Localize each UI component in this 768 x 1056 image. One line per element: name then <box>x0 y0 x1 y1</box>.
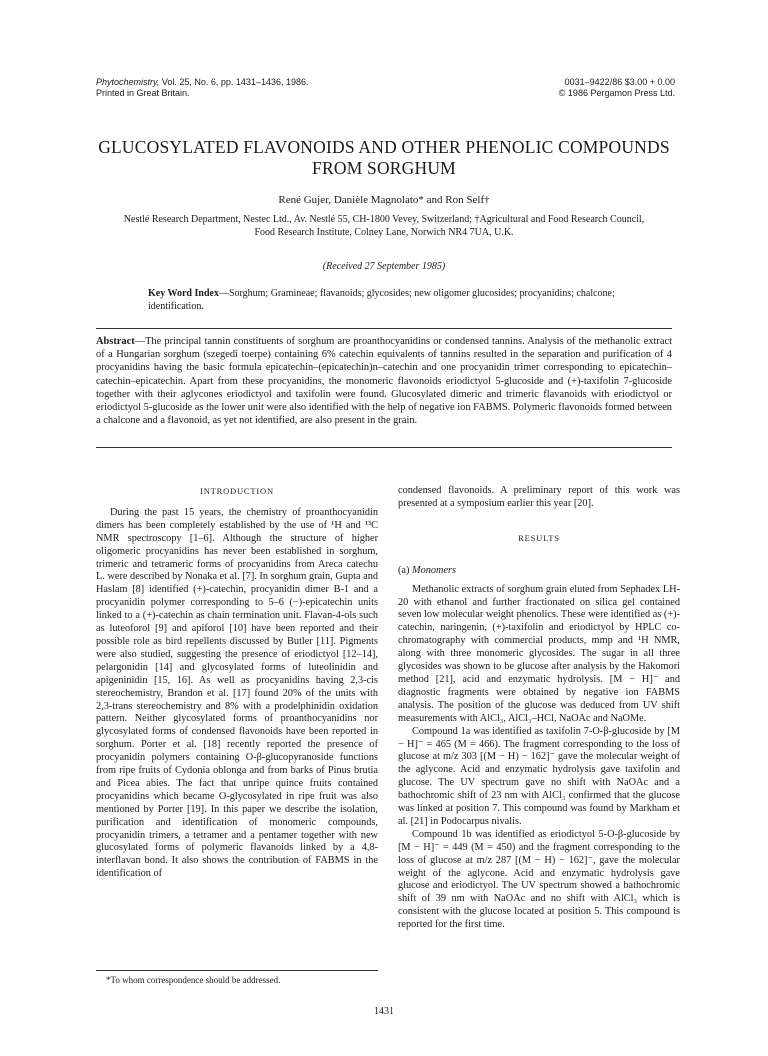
footnote: *To whom correspondence should be addressed. <box>106 975 281 985</box>
keywords-text: —Sorghum; Gramineae; flavanoids; glycosides; new oligomer glucosides; procyanidins; chalcone; identification. <box>148 288 615 312</box>
page-number: 1431 <box>374 1006 394 1017</box>
right-column <box>398 485 680 932</box>
paper-title <box>96 137 672 179</box>
title-line-1: GLUCOSYLATED FLAVONOIDS AND OTHER PHENOLIC COMPOUNDS <box>98 137 670 157</box>
received-date: (Received 27 September 1985) <box>322 261 446 272</box>
results-paragraph-3: Compound 1b was identified as eriodictyol 5-O-β-glucoside by [M − H]⁻ = 449 (M = 450) and the fragment corresponding to the loss of glucose at m/z 287 [(M − H) − 162]⁻, gave the molecular weight of the aglycone. Acid and enzymatic hydrolysis gave glucose and eriodictyol. The UV spectrum showed a bathochromic shift of 39 nm with NaOAc and no shift with AlCl₃ which is consistent with the glucose located at position 5. This compound is reported for the first time. <box>398 828 680 931</box>
results-paragraph-1: Methanolic extracts of sorghum grain eluted from Sephadex LH-20 with ethanol and further fractionated on silica gel contained seven low molecular weight phenolics. These were identified as (+)-catechin, naringenin, (+)-taxifolin and eriodictyol by HPLC co-chromatography with commercial products, mmp and ¹H NMR, along with three monomeric glycosides. The sugar in all three glycosides was shown to be glucose after analysis by the Hakomori method [21], acid and enzymatic hydrolysis. [M − H]⁻ and diagnostic fragments were obtained by negative ion FABMS analysis. The position of the glucose was deduced from UV shift measurements with AlCl₃, AlCl₃–HCl, NaOAc and NaOMe. <box>398 583 680 724</box>
keyword-index <box>148 287 626 313</box>
publisher-header <box>559 77 675 99</box>
affiliation-line-2: Food Research Institute, Colney Lane, Norwich NR4 7UA, U.K. <box>254 227 514 238</box>
affiliations <box>96 213 672 239</box>
abstract-top-rule <box>96 328 672 329</box>
authors: René Gujer, Danièle Magnolato* and Ron Self† <box>278 194 490 206</box>
introduction-paragraph: During the past 15 years, the chemistry of proanthocyanidin dimers has been completely established by the use of ¹H and ¹³C NMR spectroscopy [1–6]. Although the structure of higher oligomeric procyanidins has never been established in sorghum, trimeric and tetrameric forms of procyanidins from Areca catechu L. were described by Nonaka et al. [7]. In sorghum grain, Gupta and Haslam [8] identified (+)-catechin, procyanidin dimer B-1 and a procyanidin polymer corresponding to 5–6 (−)-epicatechin units linked to a (+)-catechin as chain termination unit. Flavan-4-ols such as luteoforol [9] and apiforol [10] have been reported and their possible role as bird repellents discussed by Butler [11]. Pigments were also studied, suggesting the presence of eriodictyol [12–14], pelargonidin [14] and glycosylated forms of luteolinidin and apigeninidin [15, 16]. As well as procyanidins having 2,3-cis stereochemistry, Brandon et al. [17] found 20% of the units with 2,3-trans stereochemistry and 8% with a prodelphinidin oxidation pattern. Neither glycosylated forms of proanthocyanidins nor glycosylated forms of condensed flavonoids have been reported in sorghum. Porter et al. [18] recently reported the presence of procyanidin polymers containing O-β-glucopyranoside functions from ripe fruits of Cydonia oblonga and from barks of Pinus brutia and Picea abies. The fact that unripe quince fruits contained procyanidins which became O-glycosylated in ripe fruit was also mentioned by Porter [19]. In this paper we describe the isolation, purification and identification of monomeric compounds, procyanidin trimers, a tetramer and a pentamer together with new glucosylated forms of polymeric flavanoids linked by a 4,8-interflavan bond. It also shows the contribution of FABMS in the identification of <box>96 506 378 880</box>
copyright: © 1986 Pergamon Press Ltd. <box>558 88 675 98</box>
abstract-label: Abstract <box>96 336 135 347</box>
results-paragraph-2: Compound 1a was identified as taxifolin 7-O-β-glucoside by [M − H]⁻ = 465 (M = 466). The fragment corresponding to the loss of glucose at m/z 303 [(M − H) − 162]⁻ gave the molecular weight of the aglycone. Acid and enzymatic hydrolysis gave taxifolin and glucose. The UV spectrum gave no shift with NaOAc and a bathochromic shift of 23 nm with AlCl₃ confirmed that the glucose was linked at position 7. This compound was found by Markham et al. [21] in Podocarpus nivalis. <box>398 725 680 827</box>
monomers-subheading <box>398 565 680 578</box>
footnote-rule <box>96 970 378 971</box>
abstract-text: —The principal tannin constituents of sorghum are proanthocyanidins or condensed tannins. Analysis of the methanolic extract of a Hungarian sorghum (szegedi toerpe) containing 6% catechin equivalents of tannins resulted in the separation and purification of 4 procyanidins having the basic formula epicatechin–(epicatechin)n–catechin and one procyanidin trimer corresponding to epicatechin–catechin–epicatechin. Apart from these procyanidins, the monomeric flavonoids eriodictyol 5-glucoside and (+)-taxifolin 7-glucoside together with their aglycones eriodictyol and taxifolin were found. Glucosylated dimeric and trimeric flavanoids with eriodictyol or eriodictyol 5-glucoside as the lower unit were also identified with the help of negative ion FABMS. Polymeric flavonoids formed between a chalcone and a flavonoid, as yet not identified, are also present in the grain. <box>96 336 672 427</box>
abstract <box>96 335 672 427</box>
journal-header <box>96 77 309 99</box>
title-line-2: FROM SORGHUM <box>312 158 456 178</box>
keywords-label: Key Word Index <box>148 288 219 299</box>
introduction-heading: INTRODUCTION <box>200 486 274 496</box>
subheading-number: (a) <box>398 564 413 576</box>
printed-note: Printed in Great Britain. <box>96 88 190 98</box>
abstract-bottom-rule <box>96 447 672 448</box>
results-heading: RESULTS <box>518 532 560 543</box>
introduction-continued: condensed flavonoids. A preliminary report of this work was presented at a symposium earlier this year [20]. <box>398 485 680 509</box>
journal-name: Phytochemistry, <box>96 77 160 87</box>
affiliation-line-1: Nestlé Research Department, Nestec Ltd., Av. Nestlé 55, CH-1800 Vevey, Switzerland; †Agricultural and Food Research Council, <box>123 214 645 225</box>
left-column <box>96 485 378 881</box>
journal-citation: Vol. 25, No. 6, pp. 1431–1436, 1986. <box>161 77 309 87</box>
issn-code: 0031–9422/86 $3.00 + 0.00 <box>564 77 675 87</box>
subheading-title: Monomers <box>412 564 457 576</box>
